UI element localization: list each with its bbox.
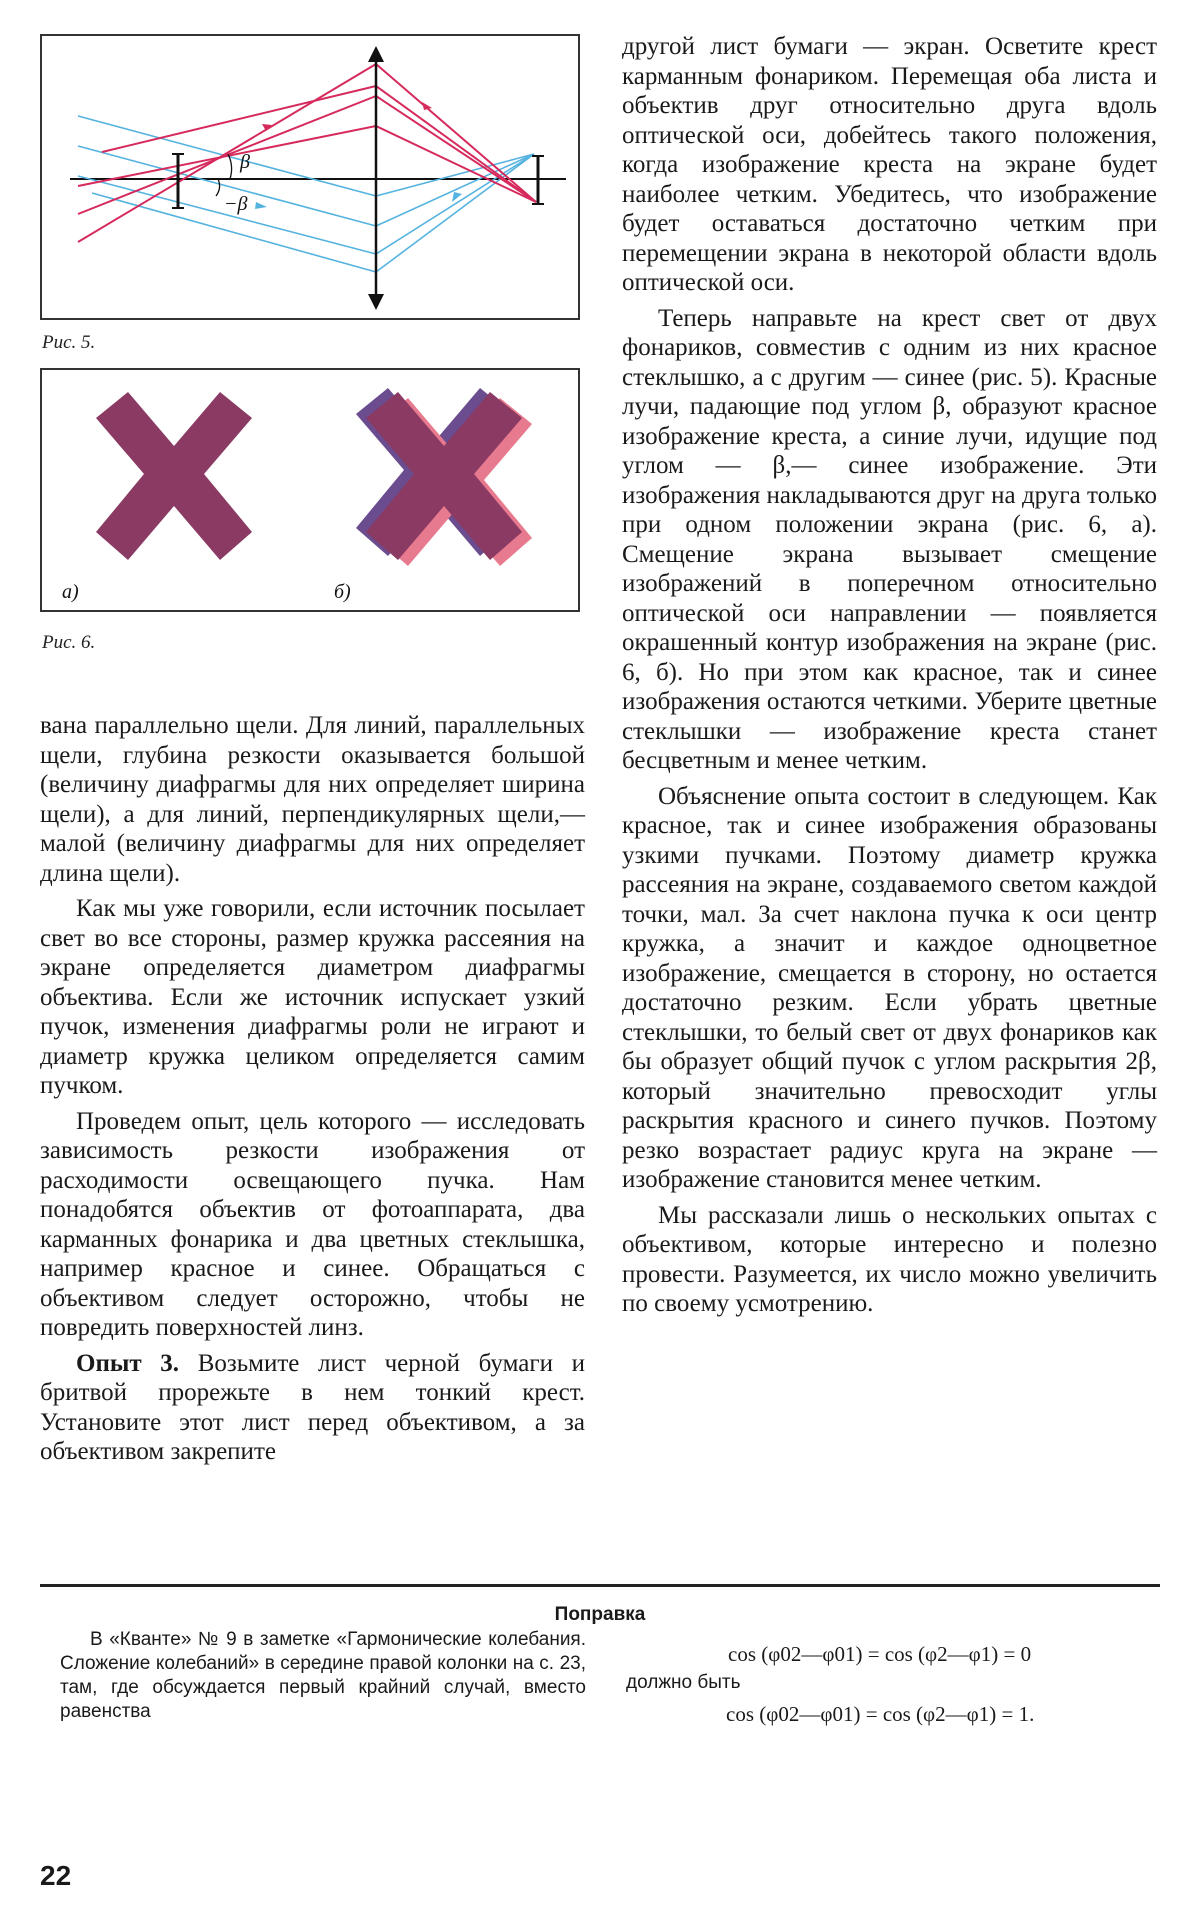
right-equation: cos (φ02—φ01) = cos (φ2—φ1) = 1. xyxy=(726,1702,1035,1726)
paragraph: другой лист бумаги — экран. Осветите крест карманным фонариком. Перемещая оба листа и объектив друг относительно друга вдоль оптической оси, добейтесь такого положения, когда изображение креста на экране будет наиболее четким. Убедитесь, что изображение будет оставаться достаточно четким при перемещении экрана в некоторой области вдоль оптической оси. xyxy=(622,33,1157,296)
experiment-label: Опыт 3. xyxy=(76,1349,180,1377)
divider-rule xyxy=(40,1584,1160,1587)
cross-b xyxy=(356,388,532,566)
cross-figures xyxy=(42,370,578,610)
figure-5-frame xyxy=(40,34,580,320)
red-rays xyxy=(78,64,536,242)
angle-arc-neg-beta xyxy=(216,179,220,196)
correction-title: Поправка xyxy=(554,1604,646,1625)
correction-text: В «Кванте» № 9 в заметке «Гармонические колебания. Сложение колебаний» в середине правой колонки на с. 23, там, где обсуждается первый крайний случай, вместо равенства xyxy=(60,1629,586,1722)
beta-label: β xyxy=(240,151,250,173)
lens-arrow-bottom xyxy=(368,294,384,310)
left-column xyxy=(40,711,585,1467)
paragraph: Объяснение опыта состоит в следующем. Как красное, так и синее изображения образованы узкими пучками. Поэтому диаметр кружка рассеяния на экране, создаваемого светом каждой точки, мал. За счет наклона пучка к оси центр кружка, а значит и каждое одноцветное изображение, смещается в сторону, но остается достаточно резким. Если убрать цветные стеклышки, то белый свет от двух фонариков как бы образует общий пучок с углом раскрытия 2β, который значительно превосходит углы раскрытия красного и синего пучков. Поэтому резко возрастает радиус круга на экране — изображение становится менее четким. xyxy=(622,782,1157,1193)
label-b: б) xyxy=(334,581,351,603)
ray-diagram xyxy=(42,36,578,318)
paragraph: Мы рассказали лишь о нескольких опытах с объективом, которые интересно и полезно провести. Разумеется, их число можно увеличить по своему усмотрению. xyxy=(622,1201,1157,1317)
paragraph: Теперь направьте на крест свет от двух фонариков, совместив с одним из них красное стеклышко, а с другим — синее (рис. 5). Красные лучи, падающие под углом β, образуют красное изображение креста, а синие лучи, идущие под углом — β,— синее изображение. Эти изображения накладываются друг на друга только при одном положении экрана (рис. 6, а). Смещение экрана вызывает смещение изображений в поперечном относительно оптической оси направлении — появляется окрашенный контур изображения на экране (рис. 6, б). Но при этом как красное, так и синее изображения остаются четкими. Уберите цветные стеклышки — изображение креста станет бесцветным и менее четким. xyxy=(622,304,1157,774)
page-number: 22 xyxy=(40,1860,72,1891)
experiment-text: Возьмите лист черной бумаги и бритвой прорежьте в нем тонкий крест. Установите этот лист перед объективом, а за объективом закрепите xyxy=(40,1349,586,1465)
correction-text-block xyxy=(60,1628,586,1724)
paragraph: вана параллельно щели. Для линий, параллельных щели, глубина резкости оказывается большой (величину диафрагмы для них определяет ширина щели), а для линий, перпендикулярных щели,— малой (величину диафрагмы для них определяет длина щели). xyxy=(40,712,585,887)
paragraph: Как мы уже говорили, если источник посылает свет во все стороны, размер кружка рассеяния на экране определяется диаметром диафрагмы объектива. Если же источник испускает узкий пучок, изменения диафрагмы роли не играют и диаметр кружка целиком определяется самим пучком. xyxy=(40,895,585,1099)
lens-arrow-top xyxy=(368,46,384,62)
neg-beta-label: −β xyxy=(224,193,248,215)
should-be-label: должно быть xyxy=(626,1672,741,1693)
figure-5-caption: Рис. 5. xyxy=(42,332,96,353)
cross-a xyxy=(96,392,252,560)
figure-6-caption: Рис. 6. xyxy=(42,632,96,653)
experiment-paragraph xyxy=(40,1349,585,1467)
label-a: а) xyxy=(62,581,79,603)
right-column xyxy=(622,32,1157,1319)
paragraph: Проведем опыт, цель которого — исследовать зависимость резкости изображения от расходимости освещающего пучка. Нам понадобятся объектив от фотоаппарата, два карманных фонарика и два цветных стеклышка, например красное и синее. Обращаться с объективом следует осторожно, чтобы не повредить поверхностей линз. xyxy=(40,1107,585,1341)
wrong-equation: cos (φ02—φ01) = cos (φ2—φ1) = 0 xyxy=(728,1642,1032,1666)
figure-6-frame xyxy=(40,368,580,612)
